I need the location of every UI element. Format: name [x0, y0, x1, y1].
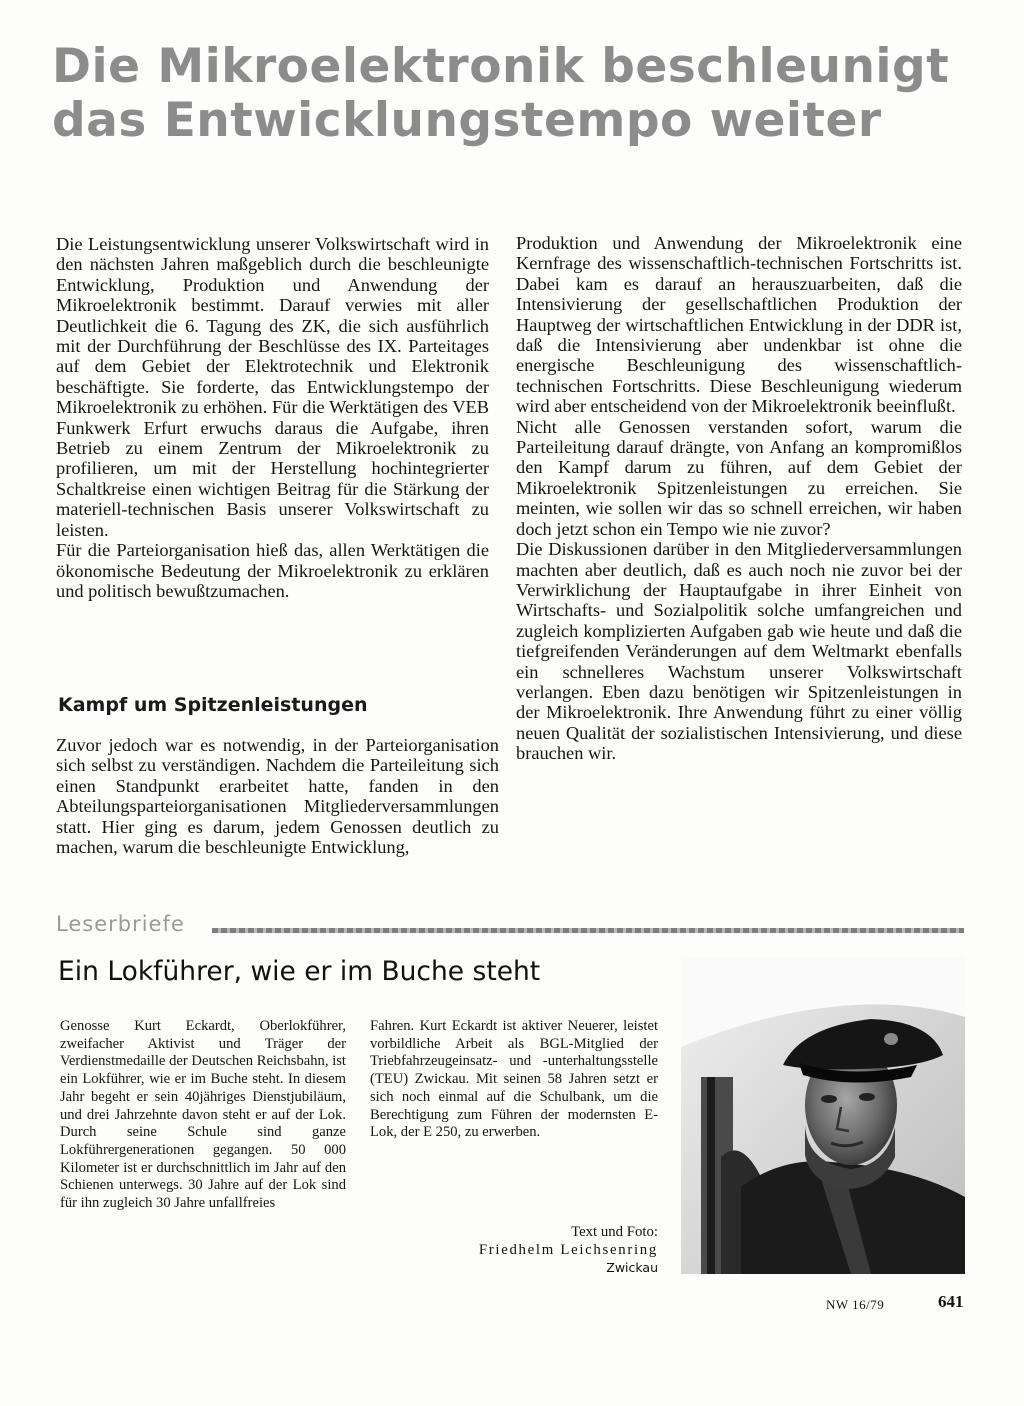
- headline: [52, 39, 950, 148]
- issue-code: NW 16/79: [826, 1297, 885, 1312]
- photo-credit: [370, 1223, 658, 1277]
- headline-line-1: Die Mikroelektronik beschleunigt: [52, 39, 950, 94]
- article-paragraph: Zuvor jedoch war es notwendig, in der Parteiorganisation sich selbst zu verständigen. Nachdem die Parteileitung sich einen Standpunkt erarbeitet hatte, fanden in den Abteilungsparteiorganisationen Mitgliederversammlungen statt. Hier ging es darum, jedem Genossen deutlich zu machen, warum die beschleunigte Entwicklung,: [56, 735, 499, 858]
- portrait-illustration: [681, 957, 965, 1274]
- credit-place: Zwickau: [606, 1260, 658, 1275]
- article-column-1: [56, 234, 489, 601]
- credit-label: Text und Foto:: [571, 1224, 658, 1240]
- article-paragraph: Produktion und Anwendung der Mikroelektronik eine Kernfrage des wissenschaftlich-technischen Fortschritts ist. Dabei kam es darauf an herauszuarbeiten, daß die Intensivierung der gesellschaftlichen Produktion der Hauptweg der wirtschaftlichen Entwicklung in der DDR ist, daß die Intensivierung aber undenkbar ist ohne die energische Beschleunigung des wissenschaftlich-technischen Fortschritts. Diese Beschleunigung wiederum wird aber entscheidend von der Mikroelektronik beeinflußt.: [516, 233, 962, 417]
- article-paragraph: Für die Parteiorganisation hieß das, allen Werktätigen die ökonomische Bedeutung der Mikroelektronik zu erklären und politisch bewußtzumachen.: [56, 540, 489, 601]
- portrait-photo: [681, 957, 965, 1274]
- article-column-1-continued: [56, 735, 499, 857]
- article-column-2: [516, 233, 962, 764]
- letter-column-2: Fahren. Kurt Eckardt ist aktiver Neuerer, leistet vorbildliche Arbeit als BGL-Mitglied der Triebfahrzeugeinsatz- und -unterhaltungsstelle (TEU) Zwickau. Mit seinen 58 Jahren setzt er sich noch einmal auf die Schulbank, um die Berechtigung zum Führen der modernsten E-Lok, der E 250, zu erwerben.: [370, 1018, 658, 1141]
- headline-line-2: das Entwicklungstempo weiter: [52, 93, 882, 148]
- rubric-rule: [212, 928, 964, 933]
- article-paragraph: Die Leistungsentwicklung unserer Volkswirtschaft wird in den nächsten Jahren maßgeblich durch die beschleunigte Entwicklung, Produktion und Anwendung der Mikroelektronik bestimmt. Darauf verwies mit aller Deutlichkeit die 6. Tagung des ZK, die sich ausführlich mit der Durchführung der Beschlüsse des IX. Parteitages auf dem Gebiet der Elektrotechnik und Elektronik beschäftigte. Sie forderte, das Entwicklungstempo der Mikroelektronik zu erhöhen. Für die Werktätigen des VEB Funkwerk Erfurt erwuchs daraus die Aufgabe, ihren Betrieb zu einem Zentrum der Mikroelektronik zu profilieren, um mit der Herstellung hochintegrierter Schaltkreise einen wichtigen Beitrag für die Stärkung der materiell-technischen Basis unserer Volkswirtschaft zu leisten.: [56, 234, 489, 540]
- article-subheading: Kampf um Spitzenleistungen: [58, 694, 368, 716]
- article-paragraph: Nicht alle Genossen verstanden sofort, warum die Parteileitung darauf drängte, von Anfang an kompromißlos den Kampf darum zu führen, auf dem Gebiet der Mikroelektronik Spitzenleistungen zu erreichen. Sie meinten, wie sollen wir das so schnell erreichen, wir haben doch jetzt schon ein Tempo wie nie zuvor?: [516, 416, 962, 539]
- article-paragraph: Die Diskussionen darüber in den Mitgliederversammlungen machten aber deutlich, daß es auch noch nie zuvor bei der Verwirklichung der Hauptaufgabe in ihrer Einheit von Wirtschafts- und Sozialpolitik solche umfangreichen und zugleich komplizierten Aufgaben gab wie heute und daß die tiefgreifenden Veränderungen auf dem Weltmarkt ebenfalls ein schnelleres Wachstum unserer Volkswirtschaft verlangen. Eben dazu benötigen wir Spitzenleistungen in der Mikroelektronik. Ihre Anwendung führt zu einer völlig neuen Qualität der sozialistischen Intensivierung, und diese brauchen wir.: [516, 539, 962, 764]
- page-number: 641: [938, 1292, 964, 1311]
- letter-title: Ein Lokführer, wie er im Buche steht: [58, 956, 541, 987]
- letter-column-1: Genosse Kurt Eckardt, Oberlokführer, zweifacher Aktivist und Träger der Verdienstmedaille der Deutschen Reichsbahn, ist ein Lokführer, wie er im Buche steht. In diesem Jahr begeht er sein 40jähriges Dienstjubiläum, und drei Jahrzehnte davon steht er auf der Lok. Durch seine Schule sind ganze Lokführergenerationen gegangen. 50 000 Kilometer ist er durchschnittlich im Jahr auf den Schienen unterwegs. 30 Jahre auf der Lok sind für ihn zugleich 30 Jahre unfallfreies: [60, 1018, 346, 1212]
- section-rubric: Leserbriefe: [56, 912, 185, 936]
- credit-author: Friedhelm Leichsenring: [478, 1242, 658, 1258]
